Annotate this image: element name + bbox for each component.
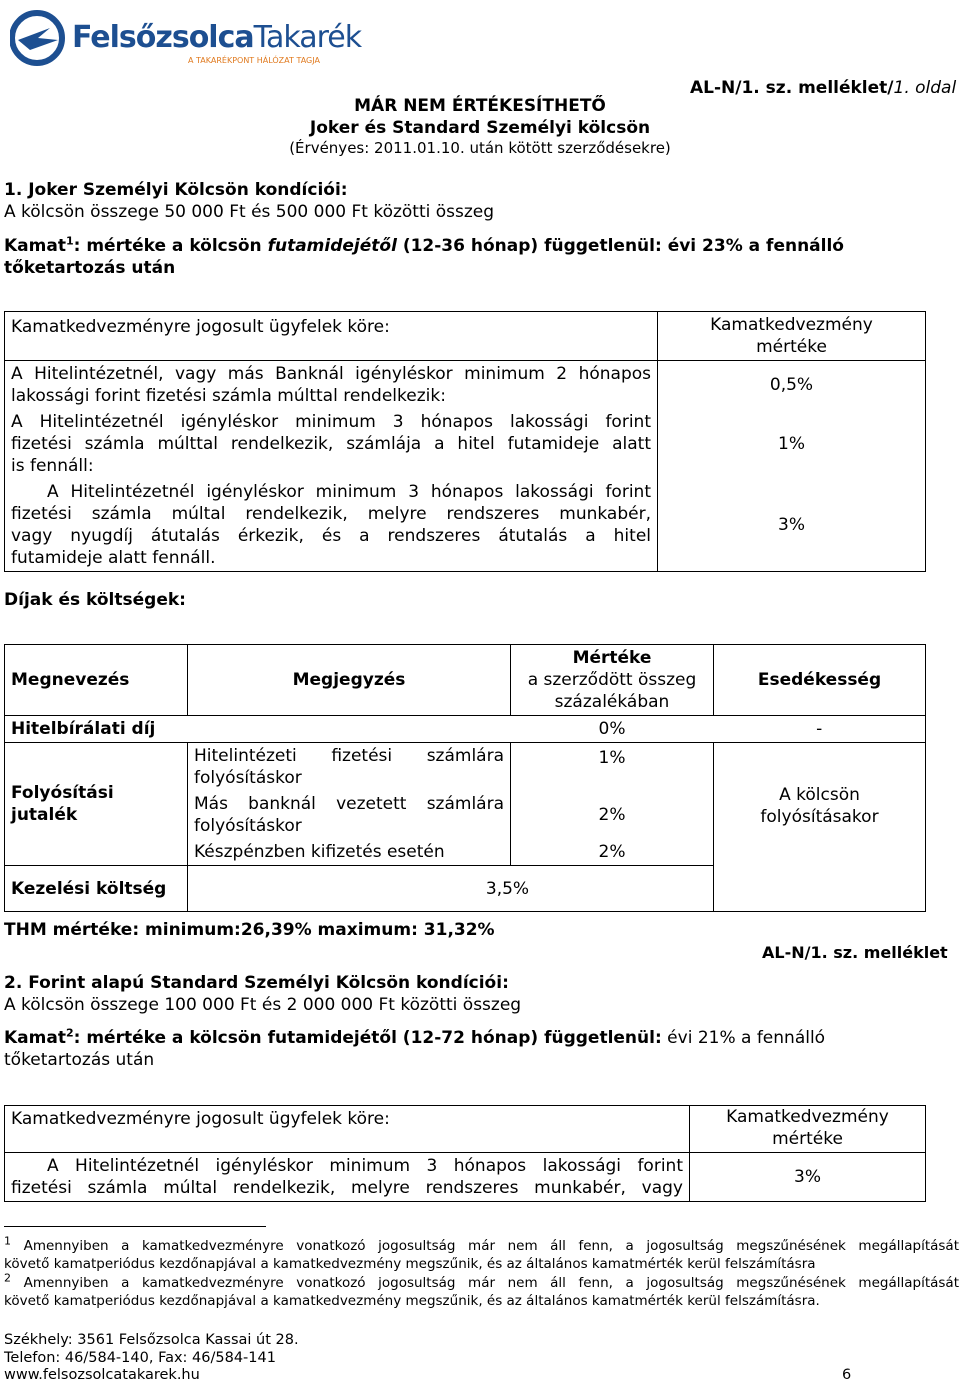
logo-wordmark bbox=[72, 20, 361, 55]
discount-criteria: A Hitelintézetnél igényléskor minimum 3 hónapos lakossági forint fizetési számla múltal rendelkezik, melyre rendszeres munkabér, vagy nyugdíj átutalás érkezik, és a rendszeres átutalás a hitel futamideje alatt fennáll. bbox=[5, 479, 658, 572]
section1-interest-cont: tőketartozás után bbox=[4, 258, 176, 278]
discount-amount-header: Kamatkedvezmény mértéke bbox=[690, 1106, 926, 1153]
table-header-row bbox=[5, 645, 926, 716]
table-row bbox=[5, 743, 926, 792]
product-title: Joker és Standard Személyi kölcsön bbox=[309, 118, 651, 138]
footer-address: Székhely: 3561 Felsőzsolca Kassai út 28. bbox=[4, 1332, 299, 1348]
discount-amount-header: Kamatkedvezmény mértéke bbox=[658, 312, 926, 361]
discount-value: 0,5% bbox=[658, 361, 926, 410]
validity-note: (Érvényes: 2011.01.10. után kötött szerződésekre) bbox=[289, 139, 671, 157]
section2-amount: A kölcsön összege 100 000 Ft és 2 000 000 Ft közötti összeg bbox=[4, 995, 522, 1015]
table-row bbox=[5, 479, 926, 572]
discount-criteria: A Hitelintézetnél igényléskor minimum 3 hónapos lakossági forint fizetési számla múltal rendelkezik, melyre rendszeres munkabér, vagy bbox=[5, 1153, 690, 1202]
footnote-text: követő kamatperiódus kezdőnapjával a kamatkedvezmény megszűnik, és az általános kamatmérték kerül felszámításra. bbox=[4, 1293, 820, 1309]
table-row bbox=[5, 361, 926, 410]
thm-line: THM mértéke: minimum:26,39% maximum: 31,32% bbox=[4, 920, 495, 940]
discount-table-1 bbox=[4, 311, 926, 572]
discount-value: 3% bbox=[658, 479, 926, 572]
footer-website[interactable]: www.felsozsolcatakarek.hu bbox=[4, 1367, 200, 1383]
section1-heading: 1. Joker Személyi Kölcsön kondíciói: bbox=[4, 180, 348, 200]
annex-reference bbox=[690, 78, 956, 98]
fee-note: Hitelintézeti fizetési számlára folyósításkor bbox=[188, 743, 511, 792]
fees-heading: Díjak és költségek: bbox=[4, 590, 186, 610]
interest-text: : mértéke a kölcsön bbox=[73, 236, 268, 256]
annex-reference-2: AL-N/1. sz. melléklet bbox=[762, 943, 948, 962]
fee-name: Folyósítási jutalék bbox=[5, 743, 188, 866]
logo-accent-text: Takarék bbox=[253, 20, 362, 55]
fee-name-header: Megnevezés bbox=[5, 645, 188, 716]
logo-swoosh-icon bbox=[10, 10, 66, 66]
interest-text-italic: futamidejétől bbox=[267, 236, 397, 256]
table-row bbox=[5, 1153, 926, 1202]
fee-rate: 2% bbox=[511, 791, 714, 839]
footnote-text: követő kamatperiódus kezdőnapjával a kamatkedvezmény megszűnik, és az általános kamatmérték kerül felszámításra bbox=[4, 1256, 816, 1272]
fee-note: Készpénzben kifizetés esetén bbox=[188, 839, 511, 866]
logo-tagline: A TAKARÉKPONT HÁLÓZAT TAGJA bbox=[188, 56, 320, 65]
annex-reference-page: 1. oldal bbox=[893, 78, 957, 98]
fee-name: Kezelési költség bbox=[5, 866, 188, 912]
fee-note: Más banknál vezetett számlára folyósításkor bbox=[188, 791, 511, 839]
footnote-mark: 1 bbox=[4, 1234, 11, 1248]
section2-interest bbox=[4, 1028, 825, 1048]
interest-text: : mértéke a kölcsön futamidejétől (12-72 hónap) függetlenül: bbox=[73, 1028, 662, 1048]
interest-label: Kamat bbox=[4, 1028, 66, 1048]
footer-phone: Telefon: 46/584-140, Fax: 46/584-141 bbox=[4, 1350, 276, 1366]
discount-criteria: A Hitelintézetnél igényléskor minimum 3 hónapos lakossági forint fizetési számla múlttal rendelkezik, számlája a hitel futamideje alatt is fennáll: bbox=[5, 409, 658, 479]
footnote-text: Amennyiben a kamatkedvezményre vonatkozó jogosultság már nem áll fenn, a jogosultság megszűnésének megállapítását bbox=[23, 1238, 959, 1254]
logo bbox=[10, 8, 362, 70]
footnote-ref-2: 2 bbox=[65, 1026, 74, 1040]
footnote-2 bbox=[4, 1271, 959, 1310]
footnote-mark: 2 bbox=[4, 1271, 11, 1285]
fee-due: A kölcsön folyósításakor bbox=[714, 743, 926, 912]
page-number: 6 bbox=[842, 1367, 852, 1383]
fees-table bbox=[4, 644, 926, 912]
table-header-row bbox=[5, 1106, 926, 1153]
logo-main-text: Felsőzsolca bbox=[72, 20, 254, 55]
section1-amount: A kölcsön összege 50 000 Ft és 500 000 Ft közötti összeg bbox=[4, 202, 495, 222]
fee-rate: 1% bbox=[511, 743, 714, 792]
footnote-ref-1: 1 bbox=[65, 234, 74, 248]
footnote-separator bbox=[4, 1226, 266, 1227]
fee-rate: 2% bbox=[511, 839, 714, 866]
interest-text-b: évi 21% a fennálló bbox=[661, 1028, 826, 1048]
table-row bbox=[5, 716, 926, 743]
section2-interest-cont: tőketartozás után bbox=[4, 1050, 155, 1070]
discount-table-2 bbox=[4, 1105, 926, 1202]
fee-note-header: Megjegyzés bbox=[188, 645, 511, 716]
annex-reference-code: AL-N/1. sz. melléklet/ bbox=[690, 78, 894, 98]
section2-heading: 2. Forint alapú Standard Személyi Kölcsön kondíciói: bbox=[4, 973, 509, 993]
table-header-row bbox=[5, 312, 926, 361]
footnote-text: Amennyiben a kamatkedvezményre vonatkozó jogosultság már nem áll fenn, a jogosultság megszűnésének megállapítását bbox=[23, 1275, 959, 1291]
interest-text-b: (12-36 hónap) függetlenül: évi 23% a fennálló bbox=[396, 236, 844, 256]
discount-value: 1% bbox=[658, 409, 926, 479]
fee-due: - bbox=[714, 716, 926, 743]
fee-rate-header: Mértéke a szerződött összeg százalékában bbox=[511, 645, 714, 716]
discount-criteria: A Hitelintézetnél, vagy más Banknál igényléskor minimum 2 hónapos lakossági forint fizetési számla múlttal rendelkezik: bbox=[5, 361, 658, 410]
section1-interest bbox=[4, 236, 844, 256]
fee-due-header: Esedékesség bbox=[714, 645, 926, 716]
footnote-1 bbox=[4, 1234, 959, 1273]
discount-criteria-header: Kamatkedvezményre jogosult ügyfelek köre: bbox=[5, 312, 658, 361]
discount-criteria-header: Kamatkedvezményre jogosult ügyfelek köre: bbox=[5, 1106, 690, 1153]
not-sold-notice: MÁR NEM ÉRTÉKESÍTHETŐ bbox=[354, 96, 606, 116]
table-row bbox=[5, 409, 926, 479]
fee-rate: 3,5% bbox=[188, 866, 714, 912]
interest-label: Kamat bbox=[4, 236, 66, 256]
fee-name: Hitelbírálati díj bbox=[5, 716, 511, 743]
discount-value: 3% bbox=[690, 1153, 926, 1202]
fee-rate: 0% bbox=[511, 716, 714, 743]
